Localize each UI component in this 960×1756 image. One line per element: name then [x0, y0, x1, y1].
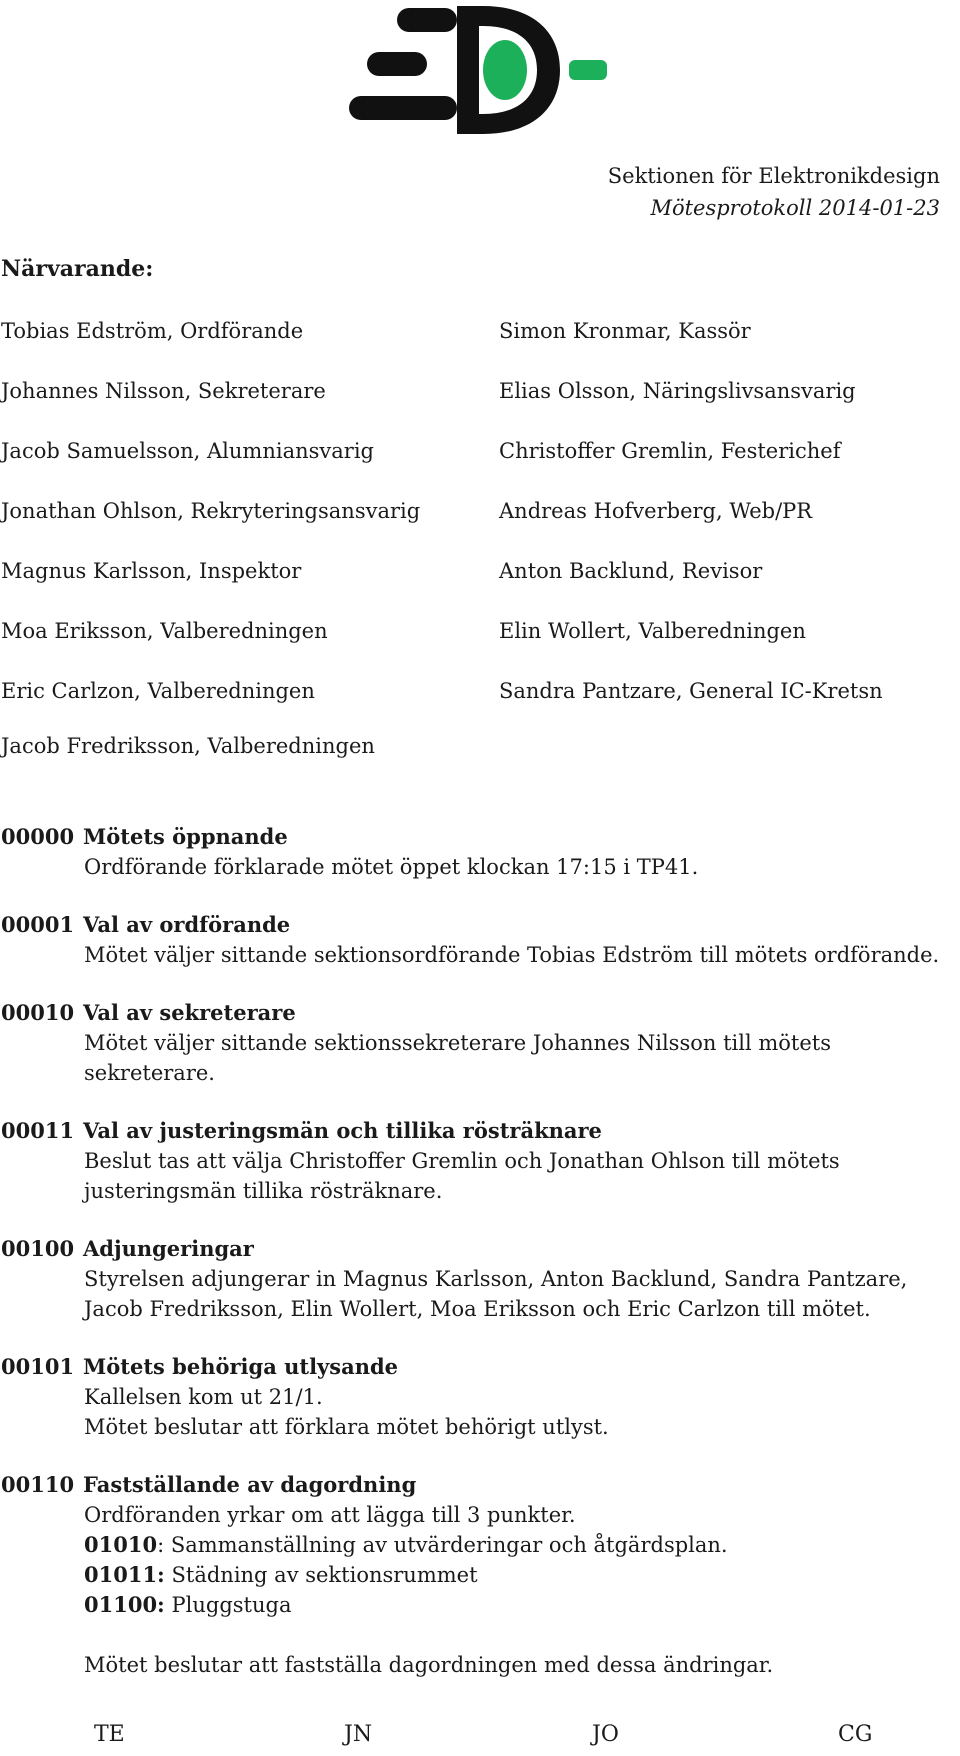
- item-number: 00100: [1, 1236, 75, 1261]
- item-number: 00001: [1, 912, 75, 937]
- addition-text: Pluggstuga: [171, 1593, 292, 1617]
- item-title: Mötets behöriga utlysande: [83, 1354, 398, 1379]
- agenda-addition: 01010: Sammanställning av utvärderingar och åtgärdsplan.: [84, 1532, 728, 1557]
- attendee: Eric Carlzon, Valberedningen: [1, 679, 315, 703]
- item-title: Mötets öppnande: [83, 824, 288, 849]
- attendee: Andreas Hofverberg, Web/PR: [499, 499, 813, 523]
- attendance-left-column: [1, 316, 420, 736]
- item-text: Ordföranden yrkar om att lägga till 3 punkter.: [84, 1503, 576, 1527]
- attendee: Jonathan Ohlson, Rekryteringsansvarig: [1, 499, 421, 523]
- ed-logo: [345, 0, 615, 140]
- agenda-item: [1, 822, 956, 882]
- agenda-item-dagordning: [1, 1470, 956, 1680]
- agenda-items: [1, 822, 956, 1708]
- item-text: Mötet beslutar att fastställa dagordningen med dessa ändringar.: [84, 1653, 774, 1677]
- item-number: 00000: [1, 824, 75, 849]
- attendance-right-column: [499, 316, 883, 736]
- agenda-item: [1, 1116, 956, 1206]
- item-title: Fastställande av dagordning: [83, 1472, 417, 1497]
- attendee: Magnus Karlsson, Inspektor: [1, 559, 302, 583]
- organization-name: Sektionen för Elektronikdesign: [607, 164, 940, 188]
- item-text: Kallelsen kom ut 21/1.: [84, 1385, 323, 1409]
- logo-bar-bottom: [349, 96, 457, 120]
- attendee: Johannes Nilsson, Sekreterare: [1, 379, 326, 403]
- item-number: 00110: [1, 1472, 75, 1497]
- attendee: Elias Olsson, Näringslivsansvarig: [499, 379, 856, 403]
- item-number: 00101: [1, 1354, 75, 1379]
- addition-code: 01100:: [84, 1592, 165, 1617]
- logo-green-dash: [569, 60, 607, 80]
- item-title: Val av justeringsmän och tillika rösträknare: [83, 1118, 602, 1143]
- logo-green-dot: [483, 40, 527, 100]
- item-number: 00010: [1, 1000, 75, 1025]
- signature-initial: JN: [344, 1722, 373, 1747]
- item-text: Styrelsen adjungerar in Magnus Karlsson, Anton Backlund, Sandra Pantzare, Jacob Fredriksson, Elin Wollert, Moa Eriksson och Eric Carlzon till mötet.: [84, 1267, 908, 1321]
- attendee: Anton Backlund, Revisor: [499, 559, 763, 583]
- signature-initial: TE: [94, 1722, 125, 1747]
- protocol-title: Mötesprotokoll 2014-01-23: [650, 196, 940, 220]
- attendee: Sandra Pantzare, General IC-Kretsn: [499, 679, 883, 703]
- agenda-addition: [84, 1590, 956, 1620]
- item-text: Mötet beslutar att förklara mötet behörigt utlyst.: [84, 1415, 609, 1439]
- item-number: 00011: [1, 1118, 75, 1143]
- attendee: Tobias Edström, Ordförande: [1, 319, 304, 343]
- item-text: Ordförande förklarade mötet öppet klockan 17:15 i TP41.: [84, 855, 699, 879]
- item-text: Mötet väljer sittande sektionssekreterare Johannes Nilsson till mötets sekreterare.: [84, 1031, 831, 1085]
- agenda-item: [1, 998, 956, 1088]
- logo-bar-top: [397, 8, 457, 32]
- addition-text: Sammanställning av utvärderingar och åtgärdsplan.: [170, 1533, 728, 1557]
- attendee: Moa Eriksson, Valberedningen: [1, 619, 328, 643]
- attendee-extra: Jacob Fredriksson, Valberedningen: [1, 734, 375, 758]
- attendee: Christoffer Gremlin, Festerichef: [499, 439, 841, 463]
- item-text: Beslut tas att välja Christoffer Gremlin och Jonathan Ohlson till mötets justeringsmän tillika rösträknare.: [84, 1149, 840, 1203]
- agenda-item: [1, 1352, 956, 1442]
- item-text: Mötet väljer sittande sektionsordförande Tobias Edström till mötets ordförande.: [84, 943, 940, 967]
- signature-initial: CG: [838, 1722, 873, 1747]
- item-title: Adjungeringar: [83, 1236, 254, 1261]
- item-title: Val av ordförande: [83, 912, 291, 937]
- logo-bar-mid: [367, 52, 427, 76]
- attendee: Jacob Samuelsson, Alumniansvarig: [1, 439, 374, 463]
- item-title: Val av sekreterare: [83, 1000, 296, 1025]
- signature-initial: JO: [592, 1722, 619, 1747]
- addition-code: 01011:: [84, 1562, 165, 1587]
- addition-code: 01010: [84, 1532, 158, 1557]
- agenda-item: [1, 910, 956, 970]
- addition-text: Städning av sektionsrummet: [171, 1563, 478, 1587]
- agenda-addition: [84, 1560, 956, 1590]
- agenda-item: [1, 1234, 956, 1324]
- attendee: Elin Wollert, Valberedningen: [499, 619, 806, 643]
- attendance-heading: Närvarande:: [1, 256, 154, 282]
- attendee: Simon Kronmar, Kassör: [499, 319, 751, 343]
